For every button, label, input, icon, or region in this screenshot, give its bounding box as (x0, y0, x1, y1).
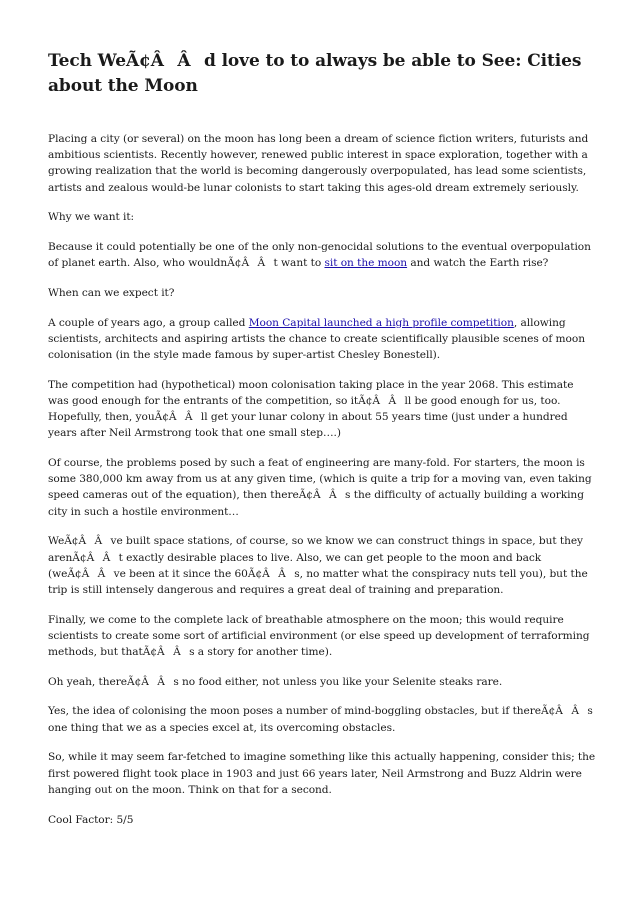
section-heading-when: When can we expect it? (48, 286, 175, 299)
cool-factor-rating: Cool Factor: 5/5 (48, 813, 134, 826)
competition-paragraph (48, 315, 596, 364)
atmosphere-paragraph: Finally, we come to the complete lack of breathable atmosphere on the moon; this would require scientists to create some sort of artificial environment (or else speed up development of terraforming methods, but thatÃ¢ÂÂs a story for another time). (48, 613, 590, 659)
why-text-end: and watch the Earth rise? (407, 257, 549, 270)
space-stations-paragraph: WeÃ¢ÂÂve built space stations, of course, so we know we can construct things in space, but they arenÃ¢ÂÂt exactly desirable places to live. Also, we can get people to the moon and back (weÃ¢ÂÂve been at it since the 60Ã¢ÂÂs, no matter what the conspiracy nuts tell you), but the trip is still intensely dangerous and requires a great deal of training and preparation. (48, 535, 588, 596)
competition-text-start: A couple of years ago, a group called (48, 316, 249, 329)
moon-capital-competition-link[interactable]: Moon Capital launched a high profile competition (248, 316, 514, 329)
obstacles-paragraph: Yes, the idea of colonising the moon poses a number of mind-boggling obstacles, but if thereÃ¢ÂÂs one thing that we as a species excel at, its overcoming obstacles. (48, 705, 593, 734)
food-paragraph: Oh yeah, thereÃ¢ÂÂs no food either, not unless you like your Selenite steaks rare. (48, 675, 503, 688)
article-title: Tech WeÃ¢ÂÂd love to to always be able to See: Cities about the Moon (48, 51, 582, 96)
article-page (48, 49, 596, 841)
year-estimate-paragraph: The competition had (hypothetical) moon colonisation taking place in the year 2068. This estimate was good enough for the entrants of the competition, so itÃ¢ÂÂll be good enough for us, too. Hopefully, then, youÃ¢ÂÂll get your lunar colony in about 55 years time (just under a hundred years after Neil Armstrong took that one small step….) (48, 378, 574, 440)
problems-paragraph: Of course, the problems posed by such a feat of engineering are many-fold. For starters, the moon is some 380,000 km away from us at any given time, (which is quite a trip for a moving van, even taking speed cameras out of the equation), then thereÃ¢ÂÂs the difficulty of actually building a working city in such a hostile environment… (48, 457, 592, 518)
intro-paragraph: Placing a city (or several) on the moon has long been a dream of science fiction writers, futurists and ambitious scientists. Recently however, renewed public interest in space exploration, together with a growing realization that the world is becoming dangerously overpopulated, has lead some scientists, artists and zealous would-be lunar colonists to start taking this ages-old dream extremely seriously. (48, 133, 589, 194)
competition-text-end: , allowing scientists, architects and aspiring artists the chance to create scientifically plausible scenes of moon colonisation (in the style made famous by super-artist Chesley Bonestell). (48, 316, 585, 362)
why-text-start: Because it could potentially be one of the only non-genocidal solutions to the eventual overpopulation of planet earth. Also, who wouldnÃ¢ÂÂt want to (48, 241, 591, 270)
conclusion-paragraph: So, while it may seem far-fetched to imagine something like this actually happening, consider this; the first powered flight took place in 1903 and just 66 years later, Neil Armstrong and Buzz Aldrin were hanging out on the moon. Think on that for a second. (48, 751, 596, 796)
section-heading-why: Why we want it: (48, 211, 135, 224)
why-paragraph (48, 239, 596, 271)
sit-on-the-moon-link[interactable]: sit on the moon (324, 257, 408, 270)
